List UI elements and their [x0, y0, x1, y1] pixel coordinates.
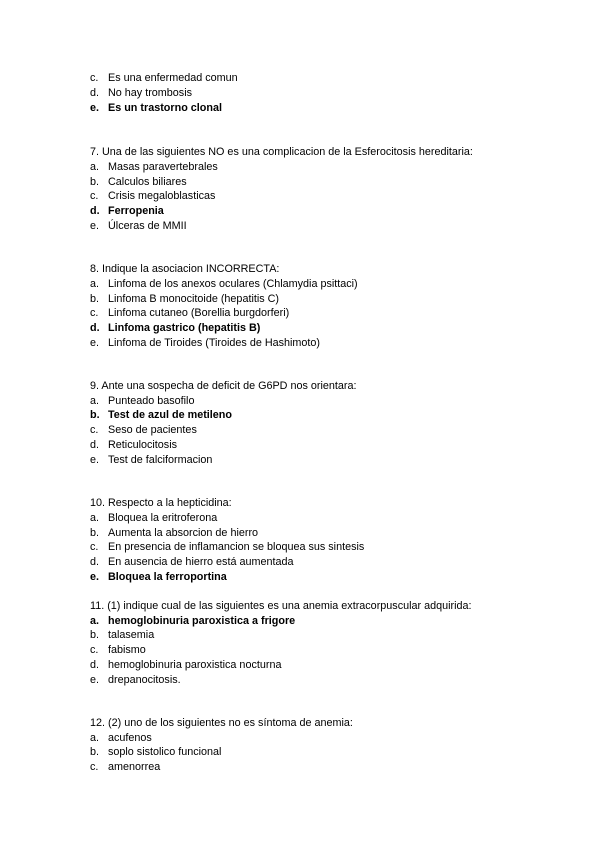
option-text: Reticulocitosis [108, 439, 178, 451]
option-text: Linfoma gastrico (hepatitis B) [108, 322, 261, 334]
question-stem: 8. Indique la asociacion INCORRECTA: [90, 263, 280, 275]
option-text: Úlceras de MMII [108, 220, 187, 232]
option-letter: a. [90, 161, 100, 173]
option-letter: d. [90, 556, 100, 568]
option-text: Test de falciformacion [108, 454, 213, 466]
option-letter: a. [90, 512, 100, 524]
option-letter: b. [90, 746, 100, 758]
option-text: Es un trastorno clonal [108, 102, 222, 114]
option-letter: c. [90, 190, 99, 202]
option-letter: d. [90, 87, 100, 99]
option-text: soplo sistolico funcional [108, 746, 222, 758]
option-text: No hay trombosis [108, 87, 193, 99]
option-text: En presencia de inflamancion se bloquea sus sintesis [108, 541, 365, 553]
option-letter: c. [90, 541, 99, 553]
option-letter: b. [90, 629, 100, 641]
option-text: Masas paravertebrales [108, 161, 218, 173]
option-letter: b. [90, 176, 100, 188]
option-text: Calculos biliares [108, 176, 187, 188]
option-letter: a. [90, 615, 100, 627]
question-stem: 9. Ante una sospecha de deficit de G6PD nos orientara: [90, 380, 357, 392]
option-letter: e. [90, 337, 100, 349]
option-letter: e. [90, 454, 100, 466]
option-text: drepanocitosis. [108, 674, 181, 686]
option-text: Bloquea la ferroportina [108, 571, 227, 583]
option-text: fabismo [108, 644, 146, 656]
option-letter: b. [90, 293, 100, 305]
option-letter: d. [90, 205, 100, 217]
option-letter: a. [90, 278, 100, 290]
option-text: Linfoma de Tiroides (Tiroides de Hashimoto) [108, 337, 321, 349]
option-text: Linfoma cutaneo (Borellia burgdorferi) [108, 307, 290, 319]
option-letter: d. [90, 659, 100, 671]
option-text: Test de azul de metileno [108, 409, 232, 421]
option-letter: e. [90, 220, 100, 232]
option-text: talasemia [108, 629, 155, 641]
option-text: Punteado basofilo [108, 395, 195, 407]
option-text: Linfoma de los anexos oculares (Chlamydia psittaci) [108, 278, 358, 290]
option-letter: c. [90, 644, 99, 656]
option-letter: c. [90, 307, 99, 319]
option-text: Seso de pacientes [108, 424, 197, 436]
option-letter: e. [90, 674, 100, 686]
option-letter: b. [90, 409, 100, 421]
option-letter: b. [90, 527, 100, 539]
option-text: Es una enfermedad comun [108, 72, 238, 84]
option-letter: d. [90, 439, 100, 451]
option-letter: e. [90, 102, 100, 114]
question-stem: 10. Respecto a la hepticidina: [90, 497, 232, 509]
option-text: Crisis megaloblasticas [108, 190, 216, 202]
option-letter: a. [90, 732, 100, 744]
option-text: En ausencia de hierro está aumentada [108, 556, 294, 568]
question-stem: 12. (2) uno de los siguientes no es síntoma de anemia: [90, 717, 353, 729]
question-stem: 11. (1) indique cual de las siguientes es una anemia extracorpuscular adquirida: [90, 600, 472, 612]
option-letter: c. [90, 761, 99, 773]
option-letter: d. [90, 322, 100, 334]
option-text: Ferropenia [108, 205, 164, 217]
option-text: hemoglobinuria paroxistica a frigore [108, 615, 296, 627]
option-text: Aumenta la absorcion de hierro [108, 527, 259, 539]
option-letter: e. [90, 571, 100, 583]
option-text: acufenos [108, 732, 152, 744]
question-stem: 7. Una de las siguientes NO es una complicacion de la Esferocitosis hereditaria: [90, 146, 473, 158]
option-letter: a. [90, 395, 100, 407]
option-letter: c. [90, 424, 99, 436]
option-text: amenorrea [108, 761, 161, 773]
option-text: Linfoma B monocitoide (hepatitis C) [108, 293, 280, 305]
option-text: Bloquea la eritroferona [108, 512, 218, 524]
option-text: hemoglobinuria paroxistica nocturna [108, 659, 282, 671]
option-letter: c. [90, 72, 99, 84]
